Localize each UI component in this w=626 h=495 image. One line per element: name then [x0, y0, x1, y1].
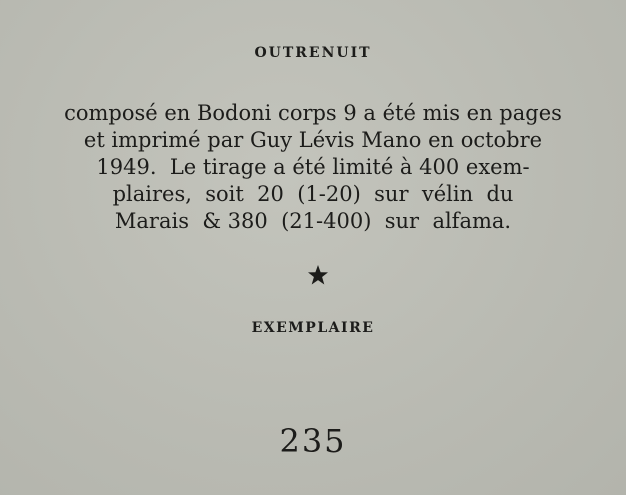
colophon-line: Marais & 380 (21-400) sur alfama. — [114, 209, 512, 233]
copy-number: 235 — [279, 422, 347, 460]
colophon-line: 1949. Le tirage a été limité à 400 exem- — [96, 155, 530, 179]
colophon-line: plaires, soit 20 (1-20) sur vélin du — [112, 182, 514, 206]
colophon-line: composé en Bodoni corps 9 a été mis en pages — [64, 101, 562, 125]
copy-label: EXEMPLAIRE — [251, 320, 375, 336]
book-title: OUTRENUIT — [254, 45, 372, 61]
colophon-line: et imprimé par Guy Lévis Mano en octobre — [83, 128, 543, 152]
colophon-text — [0, 100, 626, 235]
star-icon — [306, 263, 330, 287]
